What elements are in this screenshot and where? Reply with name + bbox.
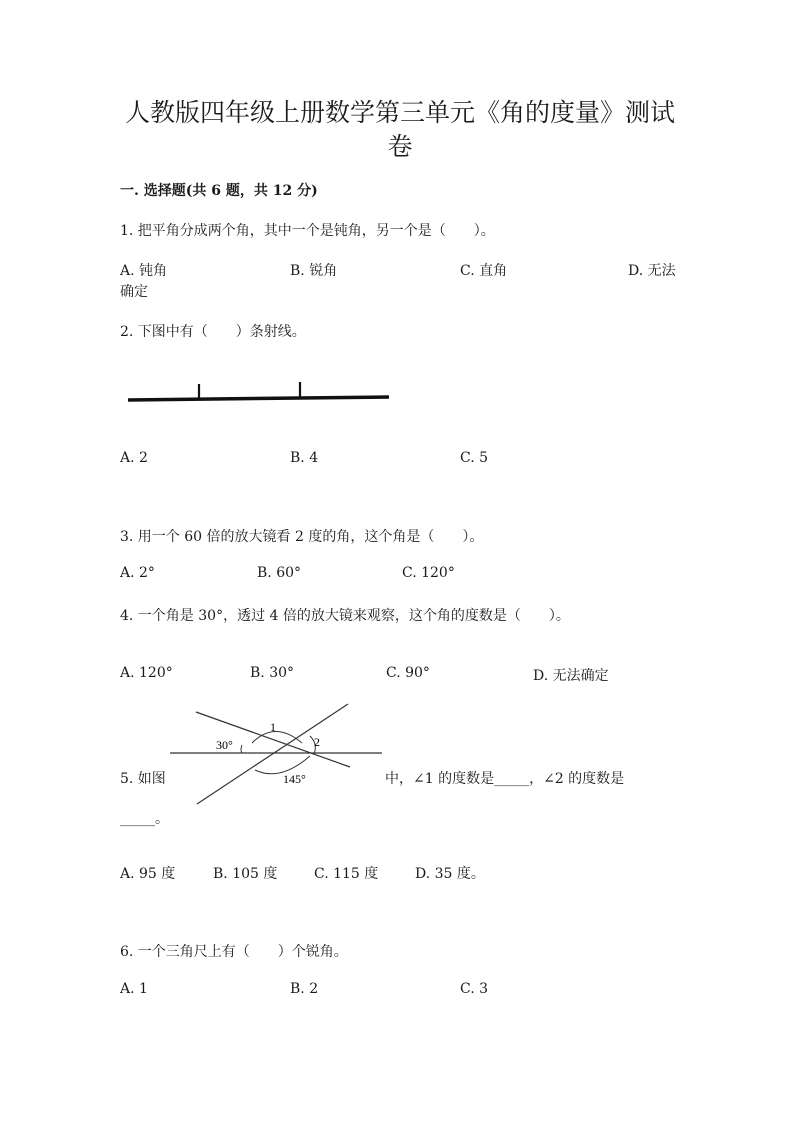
q6-option-b: B. 2 bbox=[290, 981, 319, 997]
question-5-continued: _____。 bbox=[120, 811, 169, 827]
q5-option-d: D. 35 度。 bbox=[415, 866, 485, 882]
question-3: 3. 用一个 60 倍的放大镜看 2 度的角，这个角是（ ）。 bbox=[120, 529, 484, 545]
q2-option-a: A. 2 bbox=[120, 450, 148, 466]
question-1: 1. 把平角分成两个角，其中一个是钝角，另一个是（ ）。 bbox=[120, 223, 495, 239]
arc-angle-30 bbox=[241, 745, 242, 753]
q1-option-d: D. 无法 bbox=[628, 263, 676, 279]
label-angle-2: 2 bbox=[314, 735, 320, 749]
q5-option-c: C. 115 度 bbox=[314, 866, 379, 882]
q4-option-c: C. 90° bbox=[386, 665, 430, 681]
ray-figure bbox=[125, 378, 395, 408]
page-title-line2: 卷 bbox=[387, 132, 413, 161]
question-5-prefix: 5. 如图 bbox=[120, 771, 166, 787]
q1-option-b: B. 锐角 bbox=[290, 263, 338, 279]
label-145-degrees: 145° bbox=[283, 772, 306, 786]
q2-option-b: B. 4 bbox=[290, 450, 319, 466]
section-heading: 一. 选择题(共 6 题，共 12 分) bbox=[120, 183, 318, 199]
q4-option-a: A. 120° bbox=[120, 665, 173, 681]
question-2: 2. 下图中有（ ）条射线。 bbox=[120, 324, 306, 340]
oblique-line-2 bbox=[197, 704, 348, 804]
question-4: 4. 一个角是 30°，透过 4 倍的放大镜来观察，这个角的度数是（ ）。 bbox=[120, 608, 570, 624]
angle-figure bbox=[170, 700, 385, 808]
q3-option-c: C. 120° bbox=[402, 565, 455, 581]
q4-option-d: D. 无法确定 bbox=[533, 668, 609, 684]
label-30-degrees: 30° bbox=[216, 738, 233, 752]
q6-option-c: C. 3 bbox=[460, 981, 489, 997]
q5-option-a: A. 95 度 bbox=[120, 866, 176, 882]
q6-option-a: A. 1 bbox=[120, 981, 148, 997]
question-6: 6. 一个三角尺上有（ ）个锐角。 bbox=[120, 944, 348, 960]
q1-option-a: A. 钝角 bbox=[120, 263, 168, 279]
q3-option-b: B. 60° bbox=[257, 565, 302, 581]
q1-option-c: C. 直角 bbox=[460, 263, 508, 279]
q5-option-b: B. 105 度 bbox=[213, 866, 278, 882]
label-angle-1: 1 bbox=[270, 720, 276, 734]
question-5-suffix: 中，∠1 的度数是_____，∠2 的度数是 bbox=[385, 771, 625, 787]
page-title-line1: 人教版四年级上册数学第三单元《角的度量》测试 bbox=[124, 98, 675, 127]
figure-line bbox=[128, 397, 389, 400]
q2-option-c: C. 5 bbox=[460, 450, 489, 466]
q1-option-d-wrap: 确定 bbox=[120, 284, 148, 300]
q3-option-a: A. 2° bbox=[120, 565, 155, 581]
q4-option-b: B. 30° bbox=[250, 665, 295, 681]
